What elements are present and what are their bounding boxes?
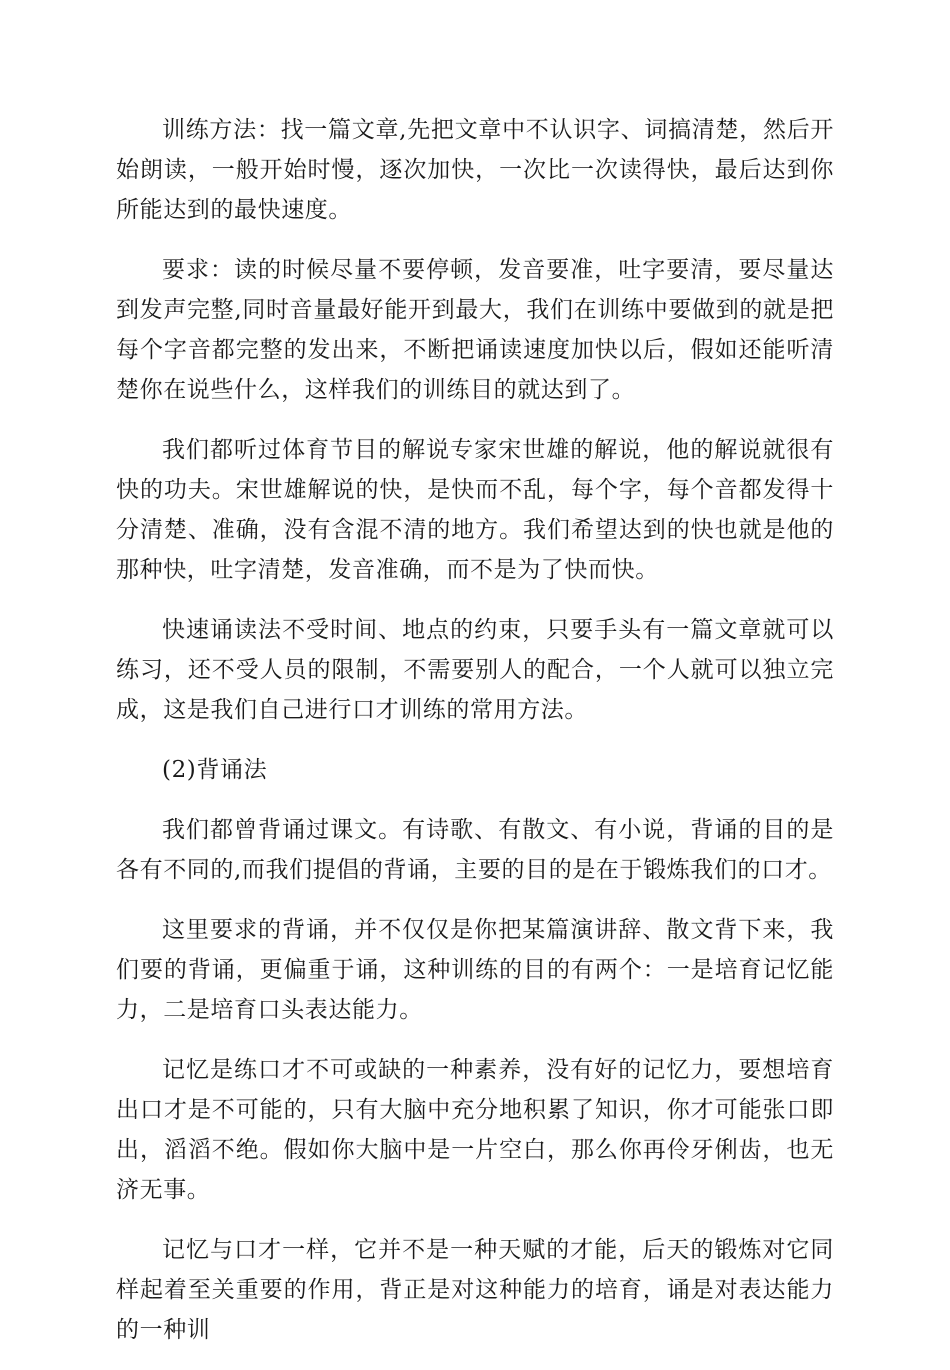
document-body: [116, 110, 834, 1370]
paragraph-commentator-example: 我们都听过体育节目的解说专家宋世雄的解说，他的解说就很有快的功夫。宋世雄解说的快，是快而不乱，每个字，每个音都发得十分清楚、准确，没有含混不清的地方。我们希望达到的快也就是他的那种快，吐字清楚，发音准确，而不是为了快而快。: [116, 437, 834, 583]
section-heading-recitation: (2)背诵法: [162, 757, 268, 783]
paragraph-memory-importance: 记忆是练口才不可或缺的一种素养，没有好的记忆力，要想培育出口才是不可能的，只有大脑中充分地积累了知识，你才可能张口即出，滔滔不绝。假如你大脑中是一片空白，那么你再伶牙俐齿，也无济无事。: [116, 1057, 834, 1203]
paragraph-memory-training: 记忆与口才一样，它并不是一种天赋的才能，后天的锻炼对它同样起着至关重要的作用，背正是对这种能力的培育，诵是对表达能力的一种训: [116, 1237, 834, 1343]
paragraph-recitation-intro: 我们都曾背诵过课文。有诗歌、有散文、有小说，背诵的目的是各有不同的,而我们提倡的背诵，主要的目的是在于锻炼我们的口才。: [116, 817, 834, 883]
paragraph-recitation-goals: 这里要求的背诵，并不仅仅是你把某篇演讲辞、散文背下来，我们要的背诵，更偏重于诵，这种训练的目的有两个：一是培育记忆能力，二是培育口头表达能力。: [116, 917, 834, 1023]
paragraph-requirements: 要求：读的时候尽量不要停顿，发音要准，吐字要清，要尽量达到发声完整,同时音量最好能开到最大，我们在训练中要做到的就是把每个字音都完整的发出来，不断把诵读速度加快以后，假如还能听清楚你在说些什么，这样我们的训练目的就达到了。: [116, 257, 834, 403]
paragraph-fast-reading-summary: 快速诵读法不受时间、地点的约束，只要手头有一篇文章就可以练习，还不受人员的限制，不需要别人的配合，一个人就可以独立完成，这是我们自己进行口才训练的常用方法。: [116, 617, 834, 723]
paragraph-training-method: 训练方法：找一篇文章,先把文章中不认识字、词搞清楚，然后开始朗读，一般开始时慢，逐次加快，一次比一次读得快，最后达到你所能达到的最快速度。: [116, 117, 834, 223]
